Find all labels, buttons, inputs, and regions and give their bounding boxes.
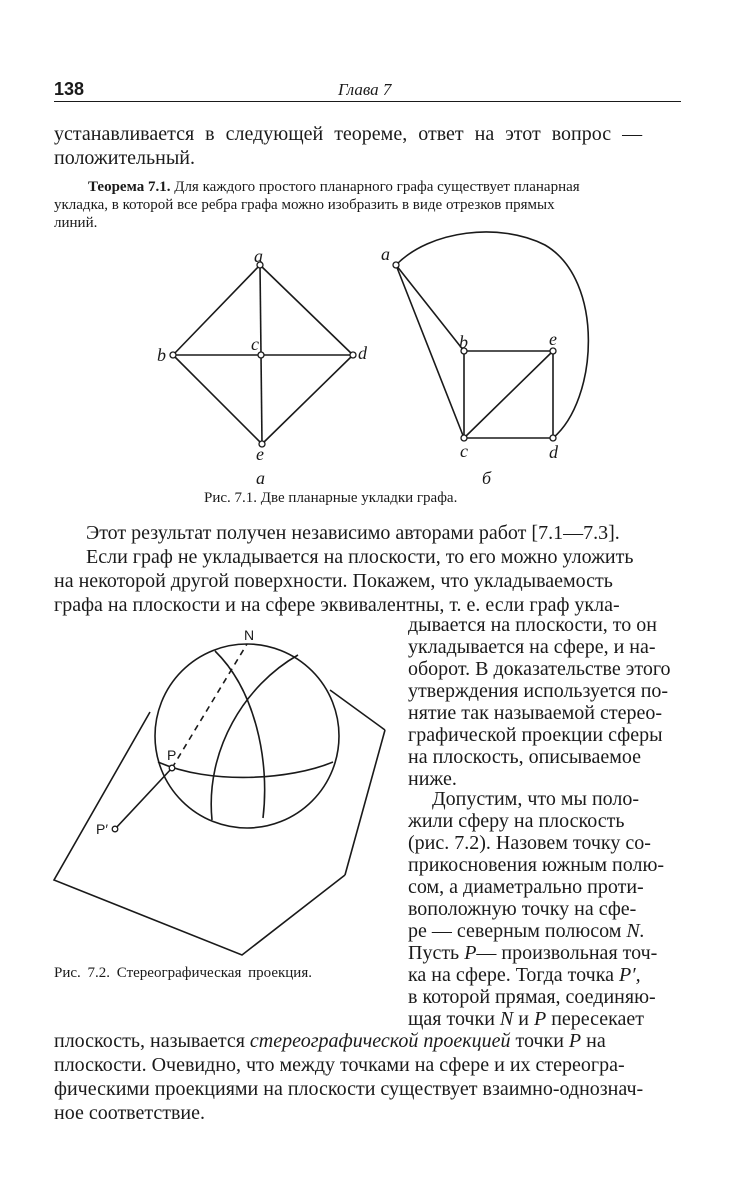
para2-line-4: дывается на плоскости, то он (408, 614, 657, 636)
para2-line-6: оборот. В доказательстве этого (408, 658, 671, 680)
para2-line-7: утверждения используется по- (408, 680, 669, 702)
para2-line-5: укладывается на сфере, и на- (408, 636, 656, 658)
para3-line-8-text-b: — произвольная точ- (476, 942, 658, 964)
symbol-p: P (568, 1030, 582, 1052)
para3-line-7-text: ре — северным полюсом (408, 920, 622, 942)
page-number: 138 (54, 79, 85, 99)
projection-ray-outside (115, 768, 172, 829)
para3-line-15: ное соответствие. (54, 1102, 206, 1124)
para2-line-10: на плоскость, описываемое (408, 746, 642, 768)
subfig-b-label: б (482, 468, 492, 488)
plane-edge-right (345, 730, 385, 875)
sphere (155, 644, 339, 828)
theorem-text-1: Для каждого простого планарного графа существует планарная (174, 179, 580, 195)
para3-line-4: прикосновения южным полю- (408, 854, 665, 876)
symbol-p: P (464, 942, 477, 964)
label-b: b (459, 332, 468, 352)
figure-7-2-caption: Рис. 7.2. Стереографическая проекция. (54, 965, 312, 981)
para3-line-1: Допустим, что мы поло- (432, 788, 640, 810)
point-p-prime (112, 826, 118, 832)
theorem-line-2: укладка, в которой все ребра графа можно изобразить в виде отрезков прямых (54, 197, 555, 213)
para3-line-11-text-b: и (518, 1008, 529, 1030)
para3-line-10: в которой прямая, соединяю- (408, 986, 656, 1008)
label-p: P (167, 747, 177, 763)
symbol-n: N. (626, 920, 645, 942)
intro-line-2: положительный. (54, 147, 196, 169)
para3-line-3: (рис. 7.2). Назовем точку со- (408, 832, 651, 854)
label-e: e (549, 329, 557, 349)
para3-line-8-text-a: Пусть (408, 942, 460, 964)
point-p (169, 765, 175, 771)
para3-line-5: сом, а диаметрально проти- (408, 876, 644, 898)
label-b: b (157, 345, 166, 365)
para3-line-12-text-b: точки (515, 1030, 564, 1052)
para2-line-2: на некоторой другой поверхности. Покажем, что укладываемость (54, 570, 613, 592)
symbol-p-prime: P′, (619, 964, 641, 986)
para3-line-14: фическими проекциями на плоскости существует взаимно-однознач- (54, 1078, 644, 1100)
para3-line-6: воположную точку на сфе- (408, 898, 637, 920)
label-d: d (358, 343, 367, 363)
para2-line-3: графа на плоскости и на сфере эквивалентны, т. е. если граф укла- (54, 594, 620, 616)
para3-line-12-text-c: на (586, 1030, 606, 1052)
para2-line-11: ниже. (408, 768, 457, 790)
term-stereographic-projection: стереографической проекцией (249, 1030, 511, 1052)
para3-line-11-text-c: пересекает (551, 1008, 645, 1030)
theorem-label: Теорема 7.1. (88, 179, 171, 195)
chapter-title: Глава 7 (338, 80, 392, 99)
para3-line-9-text: ка на сфере. Тогда точка (408, 964, 614, 986)
label-n: N (244, 627, 255, 643)
intro-line-1: устанавливается в следующей теореме, ответ на этот вопрос — (54, 123, 643, 145)
label-p-prime: P′ (96, 821, 108, 837)
para2-line-8: нятие так называемой стерео- (408, 702, 663, 724)
label-e: e (256, 444, 264, 464)
symbol-p: P (533, 1008, 547, 1030)
para3-line-13: плоскости. Очевидно, что между точками на сфере и их стереогра- (54, 1054, 625, 1076)
label-a: a (254, 246, 263, 266)
label-c: c (251, 334, 259, 354)
para3-line-12-text-a: плоскость, называется (54, 1030, 245, 1052)
label-d: d (549, 442, 558, 462)
symbol-n: N (499, 1008, 514, 1030)
figure-7-1-caption: Рис. 7.1. Две планарные укладки графа. (204, 490, 458, 506)
para1-line-1: Этот результат получен независимо авторами работ [7.1—7.3]. (86, 522, 620, 544)
para2-line-9: графической проекции сферы (408, 724, 663, 746)
label-c: c (460, 441, 468, 461)
subfig-a-label: a (256, 468, 265, 488)
label-a: a (381, 244, 390, 264)
para3-line-2: жили сферу на плоскость (408, 810, 625, 832)
theorem-line-3: линий. (54, 215, 98, 231)
para3-line-11-text-a: щая точки (408, 1008, 495, 1030)
para2-line-1: Если граф не укладывается на плоскости, то его можно уложить (86, 546, 634, 568)
